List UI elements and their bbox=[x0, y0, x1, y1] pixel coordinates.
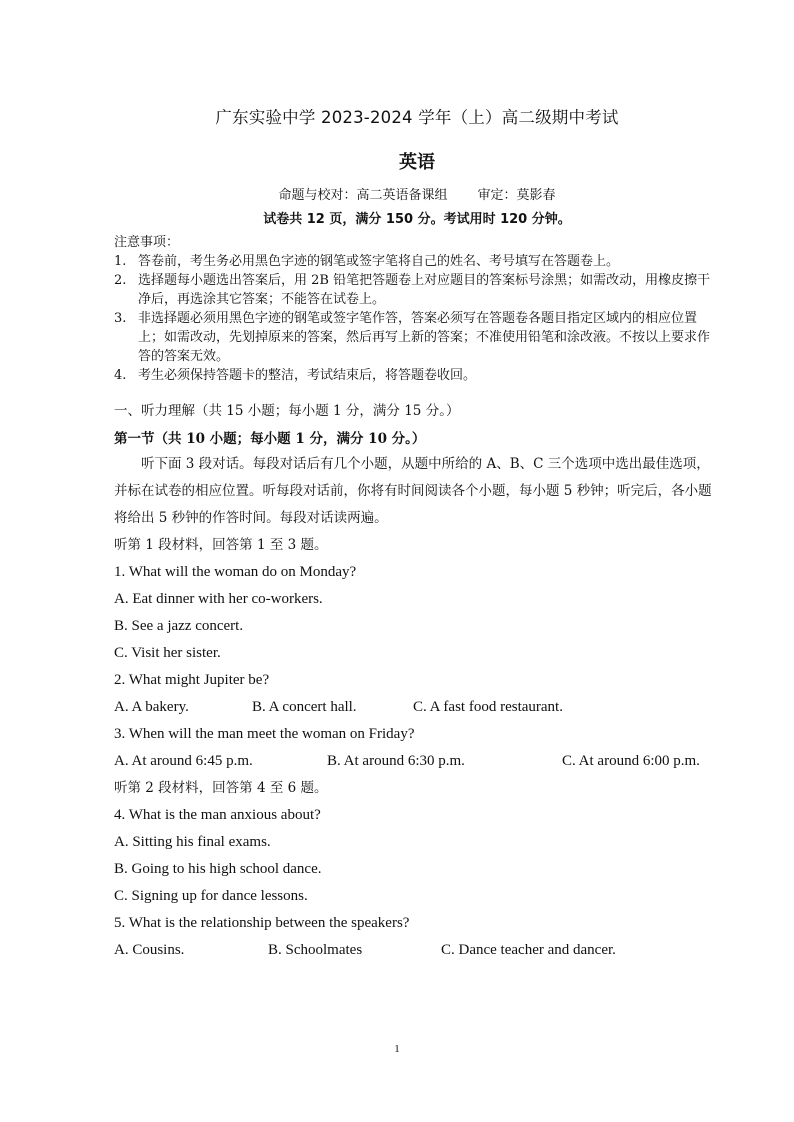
section-title: 第一节（共 10 小题；每小题 1 分，满分 10 分。） bbox=[114, 431, 426, 447]
option-c: C. Dance teacher and dancer. bbox=[441, 942, 616, 958]
exam-totals: 试卷共 12 页，满分 150 分。考试用时 120 分钟。 bbox=[263, 212, 571, 227]
part-title: 一、听力理解（共 15 小题；每小题 1 分，满分 15 分。） bbox=[114, 403, 460, 419]
option-c: C. Signing up for dance lessons. bbox=[114, 888, 308, 904]
option-c: C. Visit her sister. bbox=[114, 645, 221, 661]
subject-title: 英语 bbox=[399, 152, 435, 173]
option-a: A. Sitting his final exams. bbox=[114, 834, 271, 850]
notice-item: 1. 答卷前，考生务必用黑色字迹的钢笔或签字笔将自己的姓名、考号填写在答题卷上。 bbox=[114, 254, 620, 269]
passage-heading: 听第 2 段材料，回答第 4 至 6 题。 bbox=[114, 780, 328, 796]
question-stem: 3. When will the man meet the woman on Friday? bbox=[114, 726, 415, 742]
notice-item: 2. 选择题每小题选出答案后，用 2B 铅笔把答题卷上对应题目的答案标号涂黑；如需改动，用橡皮擦干净后，再选涂其它答案；不能答在试卷上。 bbox=[114, 273, 711, 307]
notice-list bbox=[114, 252, 720, 385]
option-c: C. At around 6:00 p.m. bbox=[562, 753, 700, 769]
question-stem: 1. What will the woman do on Monday? bbox=[114, 564, 357, 580]
option-b: B. At around 6:30 p.m. bbox=[327, 753, 465, 769]
option-a: A. At around 6:45 p.m. bbox=[114, 753, 253, 769]
setter-text: 命题与校对：高二英语备课组 bbox=[278, 188, 448, 203]
byline bbox=[114, 184, 720, 203]
option-a: A. Cousins. bbox=[114, 942, 185, 958]
option-b: B. A concert hall. bbox=[252, 699, 357, 715]
options-row bbox=[114, 748, 720, 775]
instructions: 听下面 3 段对话。每段对话后有几个小题，从题中所给的 A、B、C 三个选项中选出最佳选项，并标在试卷的相应位置。听每段对话前，你将有时间阅读各个小题，每小题 5 秒钟；听完后，各小题将给出 5 秒钟的作答时间。每段对话读两遍。 bbox=[114, 456, 712, 526]
option-b: B. Schoolmates bbox=[268, 942, 363, 958]
exam-page bbox=[114, 104, 720, 964]
question-stem: 2. What might Jupiter be? bbox=[114, 672, 270, 688]
notice-item: 4. 考生必须保持答题卡的整洁，考试结束后，将答题卷收回。 bbox=[114, 368, 477, 383]
page-number: 1 bbox=[394, 1043, 400, 1055]
reviewer-text: 审定：莫影春 bbox=[477, 188, 556, 203]
options-row bbox=[114, 937, 720, 964]
option-b: B. See a jazz concert. bbox=[114, 618, 244, 634]
option-a: A. A bakery. bbox=[114, 699, 189, 715]
passage-heading: 听第 1 段材料，回答第 1 至 3 题。 bbox=[114, 537, 328, 553]
question-stem: 5. What is the relationship between the speakers? bbox=[114, 915, 410, 931]
question-stem: 4. What is the man anxious about? bbox=[114, 807, 321, 823]
notice-heading: 注意事项： bbox=[114, 235, 180, 250]
notice-item: 3. 非选择题必须用黑色字迹的钢笔或签字笔作答，答案必须写在答题卷各题目指定区域内的相应位置上；如需改动，先划掉原来的答案，然后再写上新的答案；不准使用铅笔和涂改液。不按以上要求作答的答案无效。 bbox=[114, 311, 711, 364]
option-b: B. Going to his high school dance. bbox=[114, 861, 322, 877]
option-a: A. Eat dinner with her co-workers. bbox=[114, 591, 323, 607]
exam-title: 广东实验中学 2023-2024 学年（上）高二级期中考试 bbox=[215, 108, 619, 127]
option-c: C. A fast food restaurant. bbox=[413, 699, 563, 715]
options-row bbox=[114, 694, 720, 721]
